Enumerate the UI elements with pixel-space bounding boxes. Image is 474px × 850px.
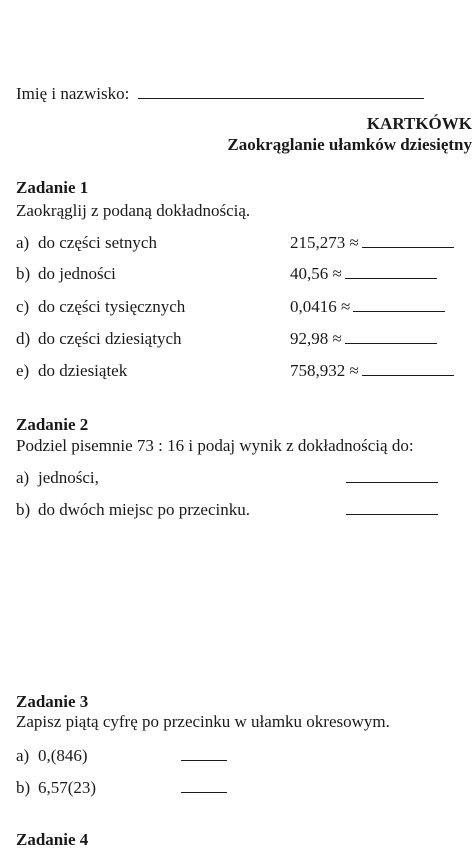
task1-item-label: do części dziesiątych <box>38 329 182 348</box>
answer-blank[interactable] <box>181 778 227 793</box>
page-subtitle: Zaokrąglanie ułamków dziesiętny <box>227 135 472 154</box>
task1-item-value: 0,0416 ≈ <box>290 297 351 316</box>
task1-item-letter: c) <box>16 297 30 316</box>
task1-item-value-row <box>290 329 437 349</box>
name-row <box>16 84 424 104</box>
task1-item-label: do dziesiątek <box>38 361 128 380</box>
task3-instruction: Zapisz piątą cyfrę po przecinku w ułamku okresowym. <box>16 712 390 731</box>
name-label: Imię i nazwisko: <box>16 84 130 103</box>
answer-blank[interactable] <box>346 468 438 483</box>
answer-row <box>181 778 227 798</box>
page-title: KARTKÓWK <box>366 114 472 133</box>
task2-instruction: Podziel pisemnie 73 : 16 i podaj wynik z dokładnością do: <box>16 436 414 455</box>
task2-heading: Zadanie 2 <box>16 415 89 434</box>
task1-item-letter: a) <box>16 233 30 252</box>
task1-item-value-row <box>290 297 445 317</box>
task1-item-letter: e) <box>16 361 30 380</box>
task1-item-value-row <box>290 361 454 381</box>
answer-row <box>346 468 438 488</box>
answer-blank[interactable] <box>362 361 454 376</box>
task1-item-letter: b) <box>16 264 31 283</box>
answer-blank[interactable] <box>362 233 454 248</box>
task1-item-label: do części setnych <box>38 233 157 252</box>
answer-blank[interactable] <box>181 746 227 761</box>
answer-row <box>346 500 438 520</box>
task4-heading: Zadanie 4 <box>16 830 89 849</box>
task1-item-value: 40,56 ≈ <box>290 264 342 283</box>
task3-item-label: 6,57(23) <box>38 778 97 797</box>
task3-heading: Zadanie 3 <box>16 692 89 711</box>
task3-item-label: 0,(846) <box>38 746 88 765</box>
task1-item-value: 215,273 ≈ <box>290 233 359 252</box>
task1-heading: Zadanie 1 <box>16 178 89 197</box>
task3-item-letter: b) <box>16 778 31 797</box>
task3-item-letter: a) <box>16 746 30 765</box>
task1-item-value-row <box>290 233 454 253</box>
task1-item-letter: d) <box>16 329 31 348</box>
task2-item-label: do dwóch miejsc po przecinku. <box>38 500 250 519</box>
task2-item-letter: b) <box>16 500 31 519</box>
task1-item-value-row <box>290 264 437 284</box>
task1-instruction: Zaokrąglij z podaną dokładnością. <box>16 201 251 220</box>
answer-blank[interactable] <box>346 500 438 515</box>
answer-blank[interactable] <box>345 264 437 279</box>
answer-row <box>181 746 227 766</box>
name-field[interactable] <box>138 84 424 99</box>
task1-item-value: 758,932 ≈ <box>290 361 359 380</box>
task2-item-letter: a) <box>16 468 30 487</box>
task1-item-value: 92,98 ≈ <box>290 329 342 348</box>
task1-item-label: do części tysięcznych <box>38 297 186 316</box>
task2-item-label: jedności, <box>38 468 99 487</box>
answer-blank[interactable] <box>345 329 437 344</box>
answer-blank[interactable] <box>353 297 445 312</box>
task1-item-label: do jedności <box>38 264 116 283</box>
